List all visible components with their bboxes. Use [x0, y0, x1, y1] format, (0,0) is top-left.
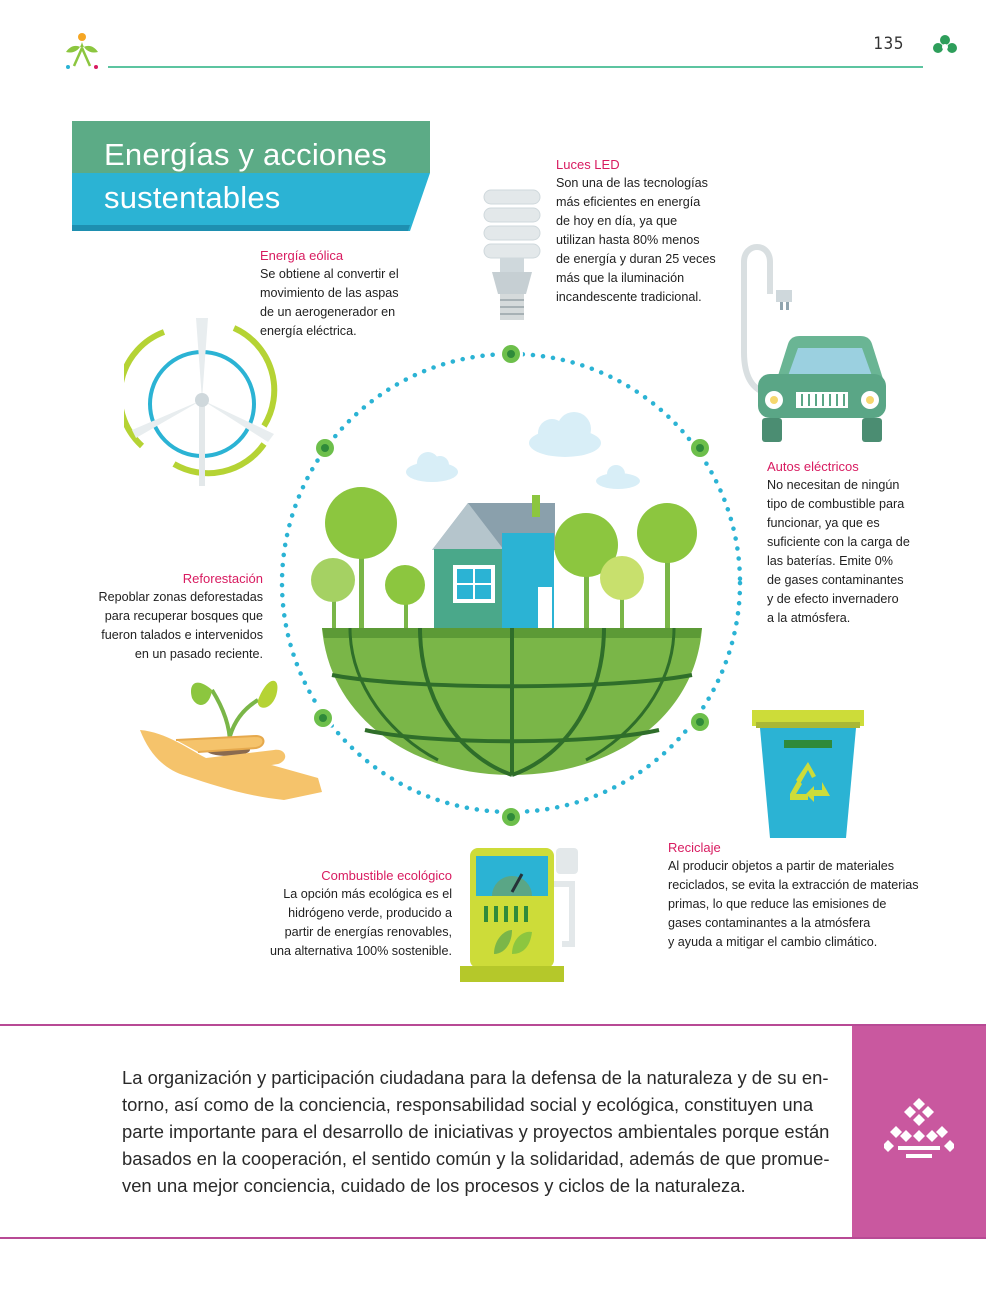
section-combustible-line: La opción más ecológica es el	[283, 887, 452, 901]
section-autos-line: No necesitan de ningún	[767, 478, 900, 492]
header-divider	[108, 66, 923, 68]
section-eolica-line: movimiento de las aspas	[260, 286, 399, 300]
section-led-heading: Luces LED	[556, 157, 620, 172]
section-eolica	[260, 246, 399, 341]
flower-emblem-icon	[932, 34, 958, 56]
ring-node-upper-left	[313, 436, 337, 460]
bottom-divider-top	[0, 1024, 986, 1026]
section-autos-line: suficiente con la carga de	[767, 535, 910, 549]
section-combustible-heading: Combustible ecológico	[321, 868, 452, 883]
section-eolica-line: de un aerogenerador en	[260, 305, 396, 319]
section-reforestacion-line: para recuperar bosques que	[104, 609, 263, 623]
section-reciclaje-line: gases contaminantes a la atmósfera	[668, 916, 871, 930]
section-autos-line: las baterías. Emite 0%	[767, 554, 893, 568]
section-combustible-line: una alternativa 100% sostenible.	[269, 944, 452, 958]
recycling-bin-icon	[750, 710, 866, 840]
section-reciclaje-line: y ayuda a mitigar el cambio climático.	[668, 935, 878, 949]
section-reciclaje-heading: Reciclaje	[668, 840, 721, 855]
paragraph-line: basados en la cooperación, el sentido común y la solidaridad, además de que promue-	[122, 1148, 830, 1169]
led-bulb-icon	[478, 186, 546, 328]
section-autos-line: funcionar, ya que es	[767, 516, 880, 530]
section-autos-line: de gases contaminantes	[767, 573, 904, 587]
section-led-line: más eficientes en energía	[556, 195, 701, 209]
section-reforestacion	[98, 569, 263, 664]
title-line-1: Energías y acciones	[104, 137, 387, 172]
hand-sprout-icon	[136, 666, 330, 802]
half-globe	[322, 628, 702, 775]
header-emblem	[932, 34, 958, 56]
section-combustible-line: hidrógeno verde, producido a	[288, 906, 452, 920]
section-led-line: utilizan hasta 80% menos	[556, 233, 700, 247]
section-combustible	[270, 866, 452, 961]
section-reforestacion-line: en un pasado reciente.	[134, 647, 263, 661]
header-logo	[60, 30, 104, 72]
floral-emblem-icon	[884, 1096, 954, 1164]
section-eolica-line: Se obtiene al convertir el	[260, 267, 399, 281]
section-reforestacion-line: fueron talados e intervenidos	[101, 628, 263, 642]
section-reforestacion-heading: Reforestación	[182, 571, 263, 586]
fuel-pump-icon	[458, 844, 592, 984]
ring-node-bottom	[499, 805, 523, 829]
paragraph-line: parte importante para el desarrollo de iniciativas y proyectos ambientales porque están	[122, 1121, 830, 1142]
section-led-line: incandescente tradicional.	[556, 290, 702, 304]
section-reciclaje-line: primas, lo que reduce las emisiones de	[668, 897, 887, 911]
house	[432, 495, 555, 631]
section-led	[556, 155, 716, 307]
ring-node-lower-right	[688, 710, 712, 734]
ring-node-upper-right	[688, 436, 712, 460]
ring-node-top	[499, 342, 523, 366]
page-title	[104, 133, 387, 219]
title-line-2: sustentables	[104, 180, 281, 215]
section-autos	[767, 457, 910, 628]
leaf-person-logo-icon	[60, 30, 104, 72]
section-reforestacion-line: Repoblar zonas deforestadas	[98, 590, 263, 604]
section-autos-line: tipo de combustible para	[767, 497, 905, 511]
electric-car-icon	[736, 232, 890, 446]
paragraph-line: La organización y participación ciudadana para la defensa de la naturaleza y de su en-	[122, 1067, 829, 1088]
section-led-line: de energía y duran 25 veces	[556, 252, 716, 266]
bottom-divider-bottom	[0, 1237, 986, 1239]
paragraph-line: torno, así como de la conciencia, responsabilidad social y ecológica, constituyen una	[122, 1094, 814, 1115]
section-reciclaje	[668, 838, 919, 952]
paragraph-line: ven una mejor conciencia, cuidado de los procesos y ciclos de la naturaleza.	[122, 1175, 746, 1196]
central-illustration	[270, 335, 760, 830]
closing-paragraph	[122, 1064, 830, 1199]
section-autos-line: y de efecto invernadero	[767, 592, 899, 606]
section-autos-line: a la atmósfera.	[767, 611, 851, 625]
section-led-line: más que la iluminación	[556, 271, 685, 285]
wind-turbine-icon	[124, 316, 280, 488]
section-autos-heading: Autos eléctricos	[767, 459, 859, 474]
page-number: 135	[873, 34, 904, 54]
section-eolica-line: energía eléctrica.	[260, 324, 357, 338]
section-reciclaje-line: reciclados, se evita la extracción de materias	[668, 878, 919, 892]
section-led-line: Son una de las tecnologías	[556, 176, 708, 190]
section-eolica-heading: Energía eólica	[260, 248, 344, 263]
section-reciclaje-line: Al producir objetos a partir de materiales	[668, 859, 895, 873]
side-emblem-panel	[852, 1026, 986, 1237]
section-combustible-line: partir de energías renovables,	[284, 925, 452, 939]
section-led-line: de hoy en día, ya que	[556, 214, 678, 228]
